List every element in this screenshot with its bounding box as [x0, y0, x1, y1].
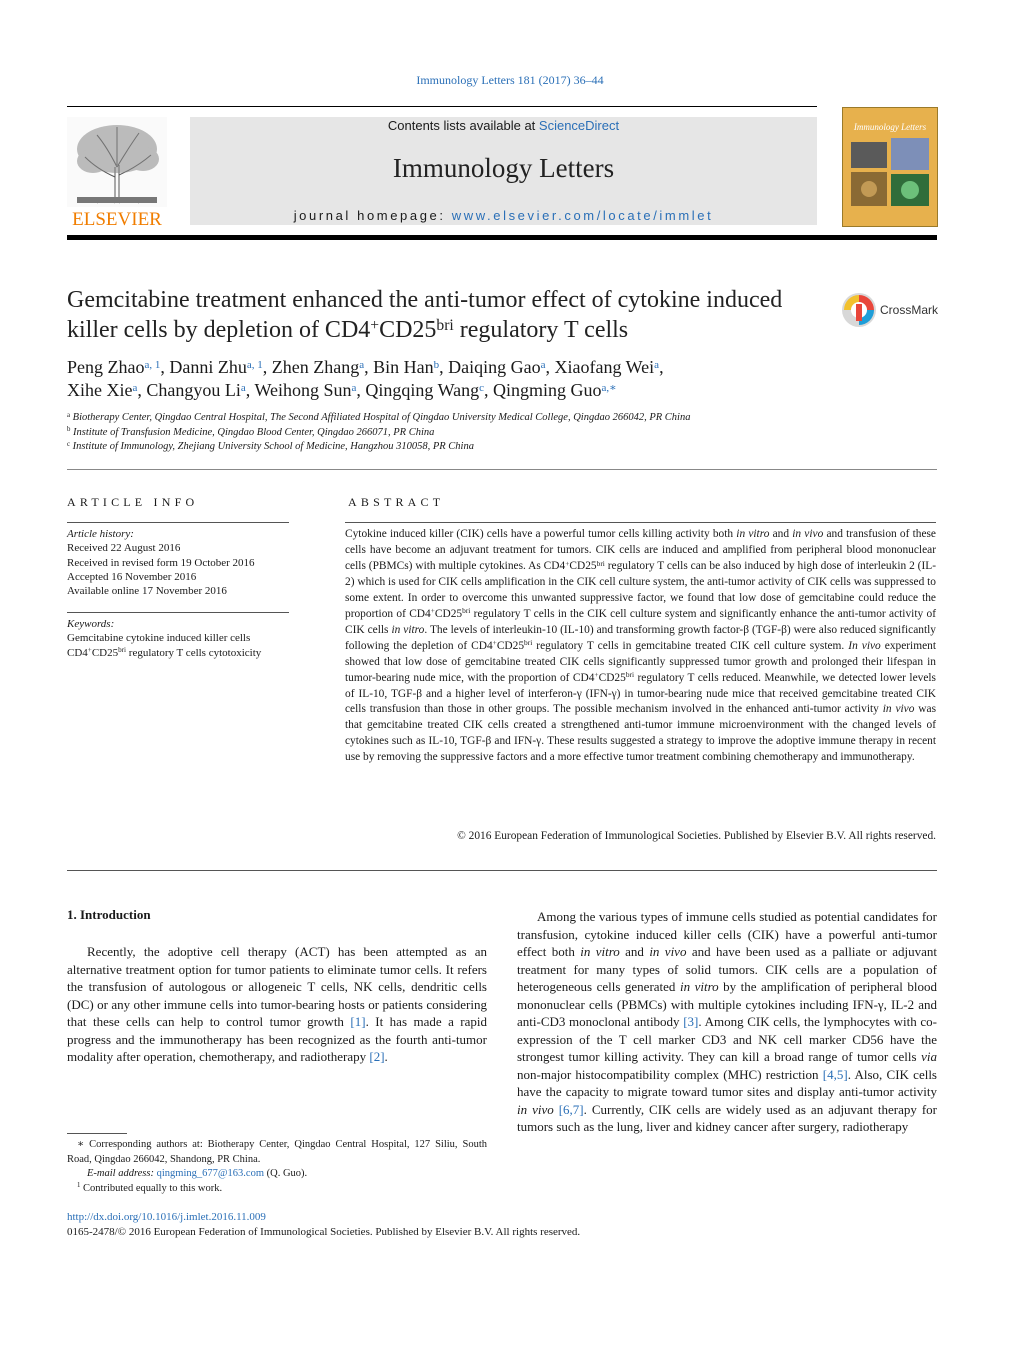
crossmark-icon: [840, 291, 880, 331]
author-name[interactable]: Peng Zhao: [67, 357, 145, 377]
author-name[interactable]: Daiqing Gao: [448, 357, 541, 377]
abstract-heading: ABSTRACT: [348, 495, 445, 509]
author-affiliation-mark[interactable]: a: [240, 382, 246, 395]
ref-link-4-5[interactable]: [4,5]: [822, 1066, 848, 1082]
elsevier-tree-icon: [67, 117, 167, 229]
contents-line: Contents lists available at ScienceDirect: [387, 118, 620, 133]
intro-column-1: [67, 943, 487, 1066]
journal-citation-link[interactable]: Immunology Letters 181 (2017) 36–44: [416, 73, 604, 87]
keywords-rule: [67, 612, 289, 613]
author-name[interactable]: Xihe Xie: [67, 380, 133, 400]
author-item: [365, 380, 493, 400]
author-separator: ,: [160, 357, 170, 377]
intro-paragraph-2: Among the various types of immune cells studied as potential candidates for transfusion, cytokine induced killer cells (CIK) have a powerful anti-tumor effect both in vitro and in vivo and have been used as a palliate or adjuvant treatment for many types of solid tumors. CIK cells are a population of heterogeneous cells generated in vitro by the amplification of peripheral blood mononuclear cells (PBMCs) with multiple cytokines including IFN-γ, IL-2 and anti-CD3 monoclonal antibody [3]. Among CIK cells, the lymphocytes with co-expression of the T cell marker CD3 and NK cell marker CD56 have the strongest tumor killing activity. They can kill a broad range of tumor cells via non-major histocompatibility complex (MHC) restriction [4,5]. Also, CIK cells have the capacity to migrate toward tumor sites and display anti-tumor activity in vivo [6,7]. Currently, CIK cells are widely used as an adjuvant therapy for tumors such as the lung, liver and kidney cancer after surgery, radiotherapy: [517, 909, 937, 1134]
author-affiliation-mark[interactable]: b: [433, 359, 440, 372]
corresponding-author-note: ∗ Corresponding authors at: Biotherapy Center, Qingdao Central Hospital, 127 Siliu, South Road, Qingdao 266042, Shandong, PR China.: [67, 1139, 487, 1165]
author-separator: ,: [439, 357, 449, 377]
intro-paragraph-1: Recently, the adoptive cell therapy (ACT) has been attempted as an alternative treatment option for tumor patients to eliminate tumor cells. It refers the transfusion of autologous or allogeneic T cells, NK cells, dendritic cells (DC) or any other immune cells into tumor-bearing hosts or patients considering that these cells can help to control tumor growth [1]. It has made a rapid progress and the immunotherapy has been recognized as the fourth anti-tumor modality after operation, chemotherapy, and radiotherapy [2].: [67, 944, 488, 1064]
author-affiliation-mark[interactable]: a, 1: [144, 359, 161, 372]
section-rule: [67, 469, 937, 470]
email-note: E-mail address: qingming_677@163.com (Q. Guo).: [87, 1168, 308, 1179]
keyword-1: Gemcitabine cytokine induced killer cells: [67, 632, 251, 645]
body-rule: [67, 870, 937, 871]
author-item: [448, 357, 554, 377]
author-item: [169, 357, 271, 377]
author-affiliation-mark[interactable]: a, 1: [246, 359, 263, 372]
author-item: [254, 380, 365, 400]
author-affiliation-mark[interactable]: a: [654, 359, 660, 372]
history-accepted: Accepted 16 November 2016: [67, 570, 197, 583]
elsevier-logo[interactable]: [67, 117, 167, 229]
header-thick-rule: [67, 235, 937, 240]
author-name[interactable]: Bin Han: [373, 357, 434, 377]
affiliation-b: $^b$ Institute of Transfusion Medicine, Qingdao Blood Center, Qingdao 266071, PR China: [67, 426, 435, 438]
introduction-heading: 1. Introduction: [67, 907, 151, 922]
history-received: Received 22 August 2016: [67, 542, 181, 555]
footnotes: [67, 1138, 487, 1196]
footnote-rule: [67, 1133, 127, 1134]
author-name[interactable]: Xiaofang Wei: [554, 357, 655, 377]
journal-homepage: journal homepage: www.elsevier.com/locate/immlet: [293, 208, 714, 223]
abstract-text: Cytokine induced killer (CIK) cells have a powerful tumor cells killing activity both in vitro and in vivo and transfusion of these cells have become an adjuvant treatment for tumors. CIK cells are induced and amplified from peripheral blood mononuclear cells (PBMCs) with multiple cytokines. As $CD4^+CD25^{bri}$ regulatory T cells can be also induced by high dose of interleukin 2 (IL-2) which is used for CIK cells amplification in the CIK cell culture system, the anti-tumor activity of CIK cells was suppressed to some extent. In order to overcome this unwanted suppressive factor, we found that low dose of gemcitabine could reduce the proportion of $CD4^+CD25^{bri}$ regulatory T cells in the CIK cell culture system and significantly enhance the anti-tumor activity of CIK cells in vitro. The levels of interleukin-10 (IL-10) and transforming growth factor-β (TGF-β) were also reduced significantly following the depletion of $CD4^+CD25^{bri}$ regulatory T cells in gemcitabine treated CIK cell culture system. In vivo experiment showed that low dose of gemcitabine treated CIK cells significantly suppressed tumor growth and prolonged their lifespan in tumor-bearing nude mice, with the proportion of $CD4^+CD25^{bri}$ regulatory T cells reduced. Meanwhile, we detected lower levels of IL-10, TGF-β and a higher level of interferon-γ (IFN-γ) in tumor-bearing nude mice that received gemcitabine treated CIK cells transfusion than those in other groups. The possible mechanism involved in the enhanced anti-tumor activity in vivo was that gemcitabine treated CIK cells created a strengthened anti-tumor immune microenvironment with the changed levels of cytokines such as IL-10, TGF-β and IFN-γ. These results suggested a strategy to improve the adoptive immune therapy in recent use by removing the suppressive factors and a more effective tumor treatment combining chemotherapy and immunotherapy.: [345, 528, 937, 764]
header-rule: [67, 106, 817, 107]
sciencedirect-link[interactable]: ScienceDirect: [538, 118, 620, 133]
author-item: [146, 380, 254, 400]
author-separator: ,: [262, 357, 272, 377]
crossmark-badge[interactable]: [840, 291, 940, 331]
author-separator: ,: [659, 357, 664, 377]
author-name[interactable]: Changyou Li: [146, 380, 241, 400]
author-list: [67, 356, 937, 402]
author-separator: ,: [545, 357, 555, 377]
author-separator: ,: [484, 380, 494, 400]
keywords-label: Keywords:: [67, 618, 115, 630]
intro-column-2: [517, 908, 937, 1136]
affiliation-c: $^c$ Institute of Immunology, Zhejiang University School of Medicine, Hangzhou 310058, PR China: [67, 440, 474, 452]
article-info-heading: ARTICLE INFO: [67, 495, 199, 509]
ref-link-3[interactable]: [3]: [683, 1014, 699, 1029]
ref-link-2[interactable]: [2]: [369, 1049, 385, 1064]
author-separator: ,: [245, 380, 255, 400]
author-item: [554, 357, 663, 377]
history-online: Available online 17 November 2016: [67, 585, 227, 598]
journal-cover-image[interactable]: [842, 107, 938, 227]
author-separator: ,: [364, 357, 374, 377]
author-separator: ,: [356, 380, 366, 400]
author-affiliation-mark[interactable]: a: [540, 359, 546, 372]
svg-text:ELSEVIER: ELSEVIER: [72, 209, 162, 229]
keyword-2: $CD4^+CD25^{bri}$ regulatory T cells cytotoxicity: [67, 646, 262, 659]
abstract-rule: [345, 522, 936, 523]
article-history: [67, 527, 292, 598]
svg-text:Immunology Letters: Immunology Letters: [853, 122, 927, 132]
keywords: [67, 617, 292, 660]
author-affiliation-mark[interactable]: a: [351, 382, 357, 395]
author-affiliation-mark[interactable]: a: [132, 382, 138, 395]
journal-name: Immunology Letters: [392, 153, 615, 183]
homepage-link[interactable]: www.elsevier.com/locate/immlet: [451, 208, 714, 223]
author-separator: ,: [137, 380, 147, 400]
author-name[interactable]: Zhen Zhang: [271, 357, 360, 377]
crossmark-label: CrossMark: [880, 303, 939, 317]
history-label: Article history:: [67, 528, 134, 540]
history-revised: Received in revised form 19 October 2016: [67, 556, 255, 569]
author-item: [67, 380, 146, 400]
author-item: [67, 357, 169, 377]
author-affiliation-mark[interactable]: a: [359, 359, 365, 372]
affiliation-a: $^a$ Biotherapy Center, Qingdao Central Hospital, The Second Affiliated Hospital of Qingdao University Medical College, Qingdao 266042, PR China: [67, 411, 691, 423]
email-link[interactable]: qingming_677@163.com: [156, 1168, 264, 1179]
author-name[interactable]: Danni Zhu: [169, 357, 247, 377]
issn-copyright: 0165-2478/© 2016 European Federation of Immunological Societies. Published by Elsevier B.V. All rights reserved.: [67, 1226, 581, 1238]
author-item: [272, 357, 373, 377]
cover-art-icon: [843, 108, 937, 226]
article-info-rule: [67, 522, 289, 523]
author-name[interactable]: Qingming Guo: [493, 380, 602, 400]
ref-link-1[interactable]: [1]: [350, 1014, 366, 1029]
abstract-copyright: © 2016 European Federation of Immunological Societies. Published by Elsevier B.V. All rights reserved.: [457, 830, 936, 842]
author-item: [493, 380, 617, 400]
doi-link[interactable]: http://dx.doi.org/10.1016/j.imlet.2016.11.009: [67, 1211, 266, 1223]
author-affiliation-mark[interactable]: c: [479, 382, 485, 395]
affiliations: [67, 411, 937, 455]
author-item: [373, 357, 448, 377]
article-title: Gemcitabine treatment enhanced the anti-tumor effect of cytokine induced killer cells by depletion of $CD4^+CD25^{bri}$ regulatory T cells: [67, 287, 783, 343]
equal-contribution-note: $^1$ Contributed equally to this work.: [77, 1182, 223, 1194]
author-affiliation-mark[interactable]: a,∗: [601, 382, 617, 395]
ref-link-6-7[interactable]: [6,7]: [558, 1101, 584, 1117]
journal-banner: [190, 117, 817, 225]
author-name[interactable]: Weihong Sun: [254, 380, 352, 400]
author-name[interactable]: Qingqing Wang: [365, 380, 480, 400]
